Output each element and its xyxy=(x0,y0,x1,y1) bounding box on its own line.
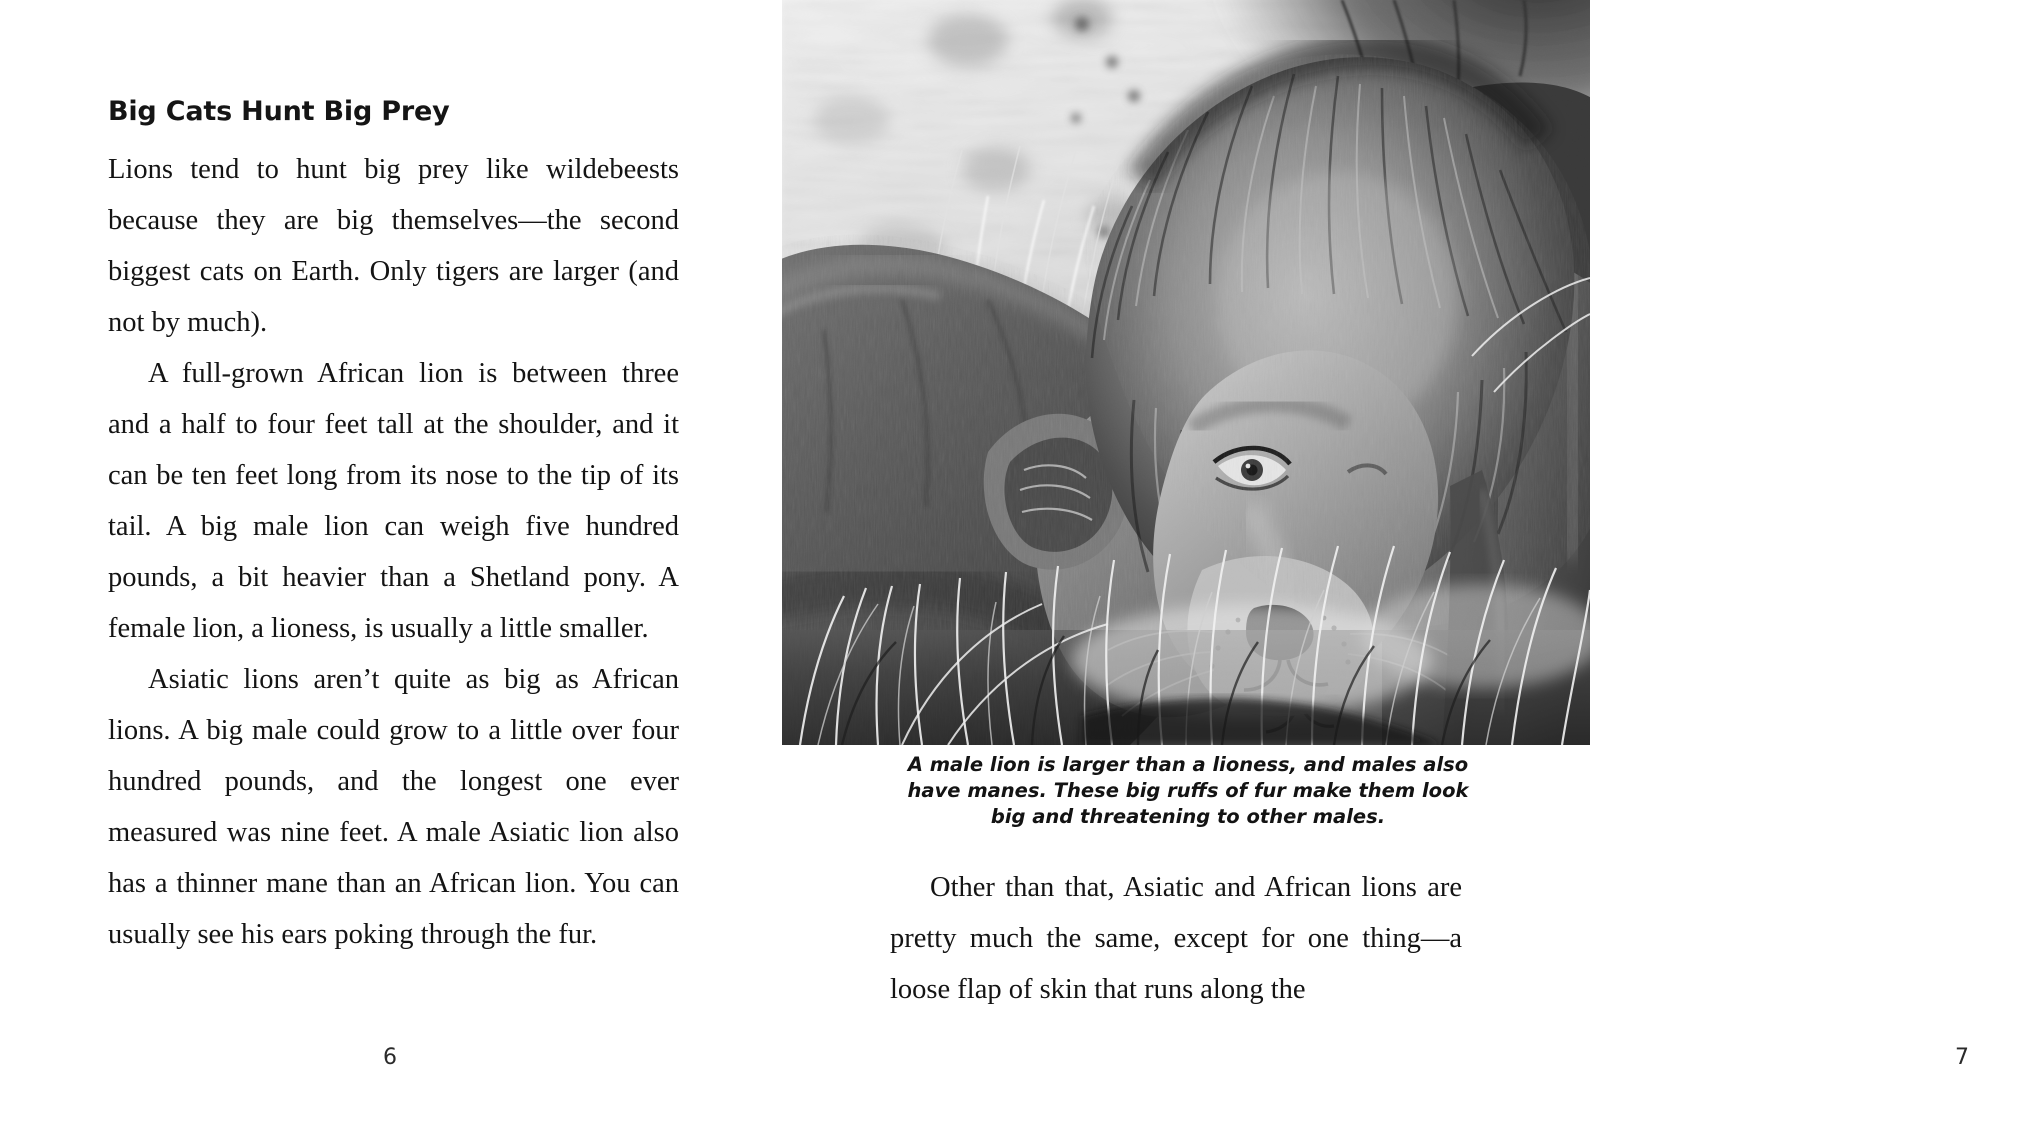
section-heading: Big Cats Hunt Big Prey xyxy=(108,96,450,127)
photo-caption: A male lion is larger than a lioness, and males also have manes. These big ruffs of fur make them look big and threatening to other males. xyxy=(907,753,1469,828)
left-page xyxy=(0,0,782,1140)
paragraph-1: Lions tend to hunt big prey like wildebeests because they are big themselves—the second biggest cats on Earth. Only tigers are larger (and not by much). xyxy=(108,154,679,339)
paragraph-3: Asiatic lions aren’t quite as big as African lions. A big male could grow to a little over four hundred pounds, and the longest one ever measured was nine feet. A male Asiatic lion also has a thinner mane than an African lion. You can usually see his ears poking through the fur. xyxy=(108,664,679,951)
right-page xyxy=(782,0,1969,1140)
paragraph-2: A full-grown African lion is between three and a half to four feet tall at the shoulder, and it can be ten feet long from its nose to the tip of its tail. A big male lion can weigh five hundred pounds, a bit heavier than a Shetland pony. A female lion, a lioness, is usually a little smaller. xyxy=(108,358,679,645)
right-text-column xyxy=(890,862,1462,1015)
paragraph-4: Other than that, Asiatic and African lions are pretty much the same, except for one thing—a loose flap of skin that runs along the xyxy=(890,872,1462,1005)
left-text-column xyxy=(108,96,679,960)
page-number-right: 7 xyxy=(1955,1045,1969,1070)
lion-and-lioness-photo xyxy=(782,0,1590,745)
page-number-left: 6 xyxy=(383,1045,397,1070)
